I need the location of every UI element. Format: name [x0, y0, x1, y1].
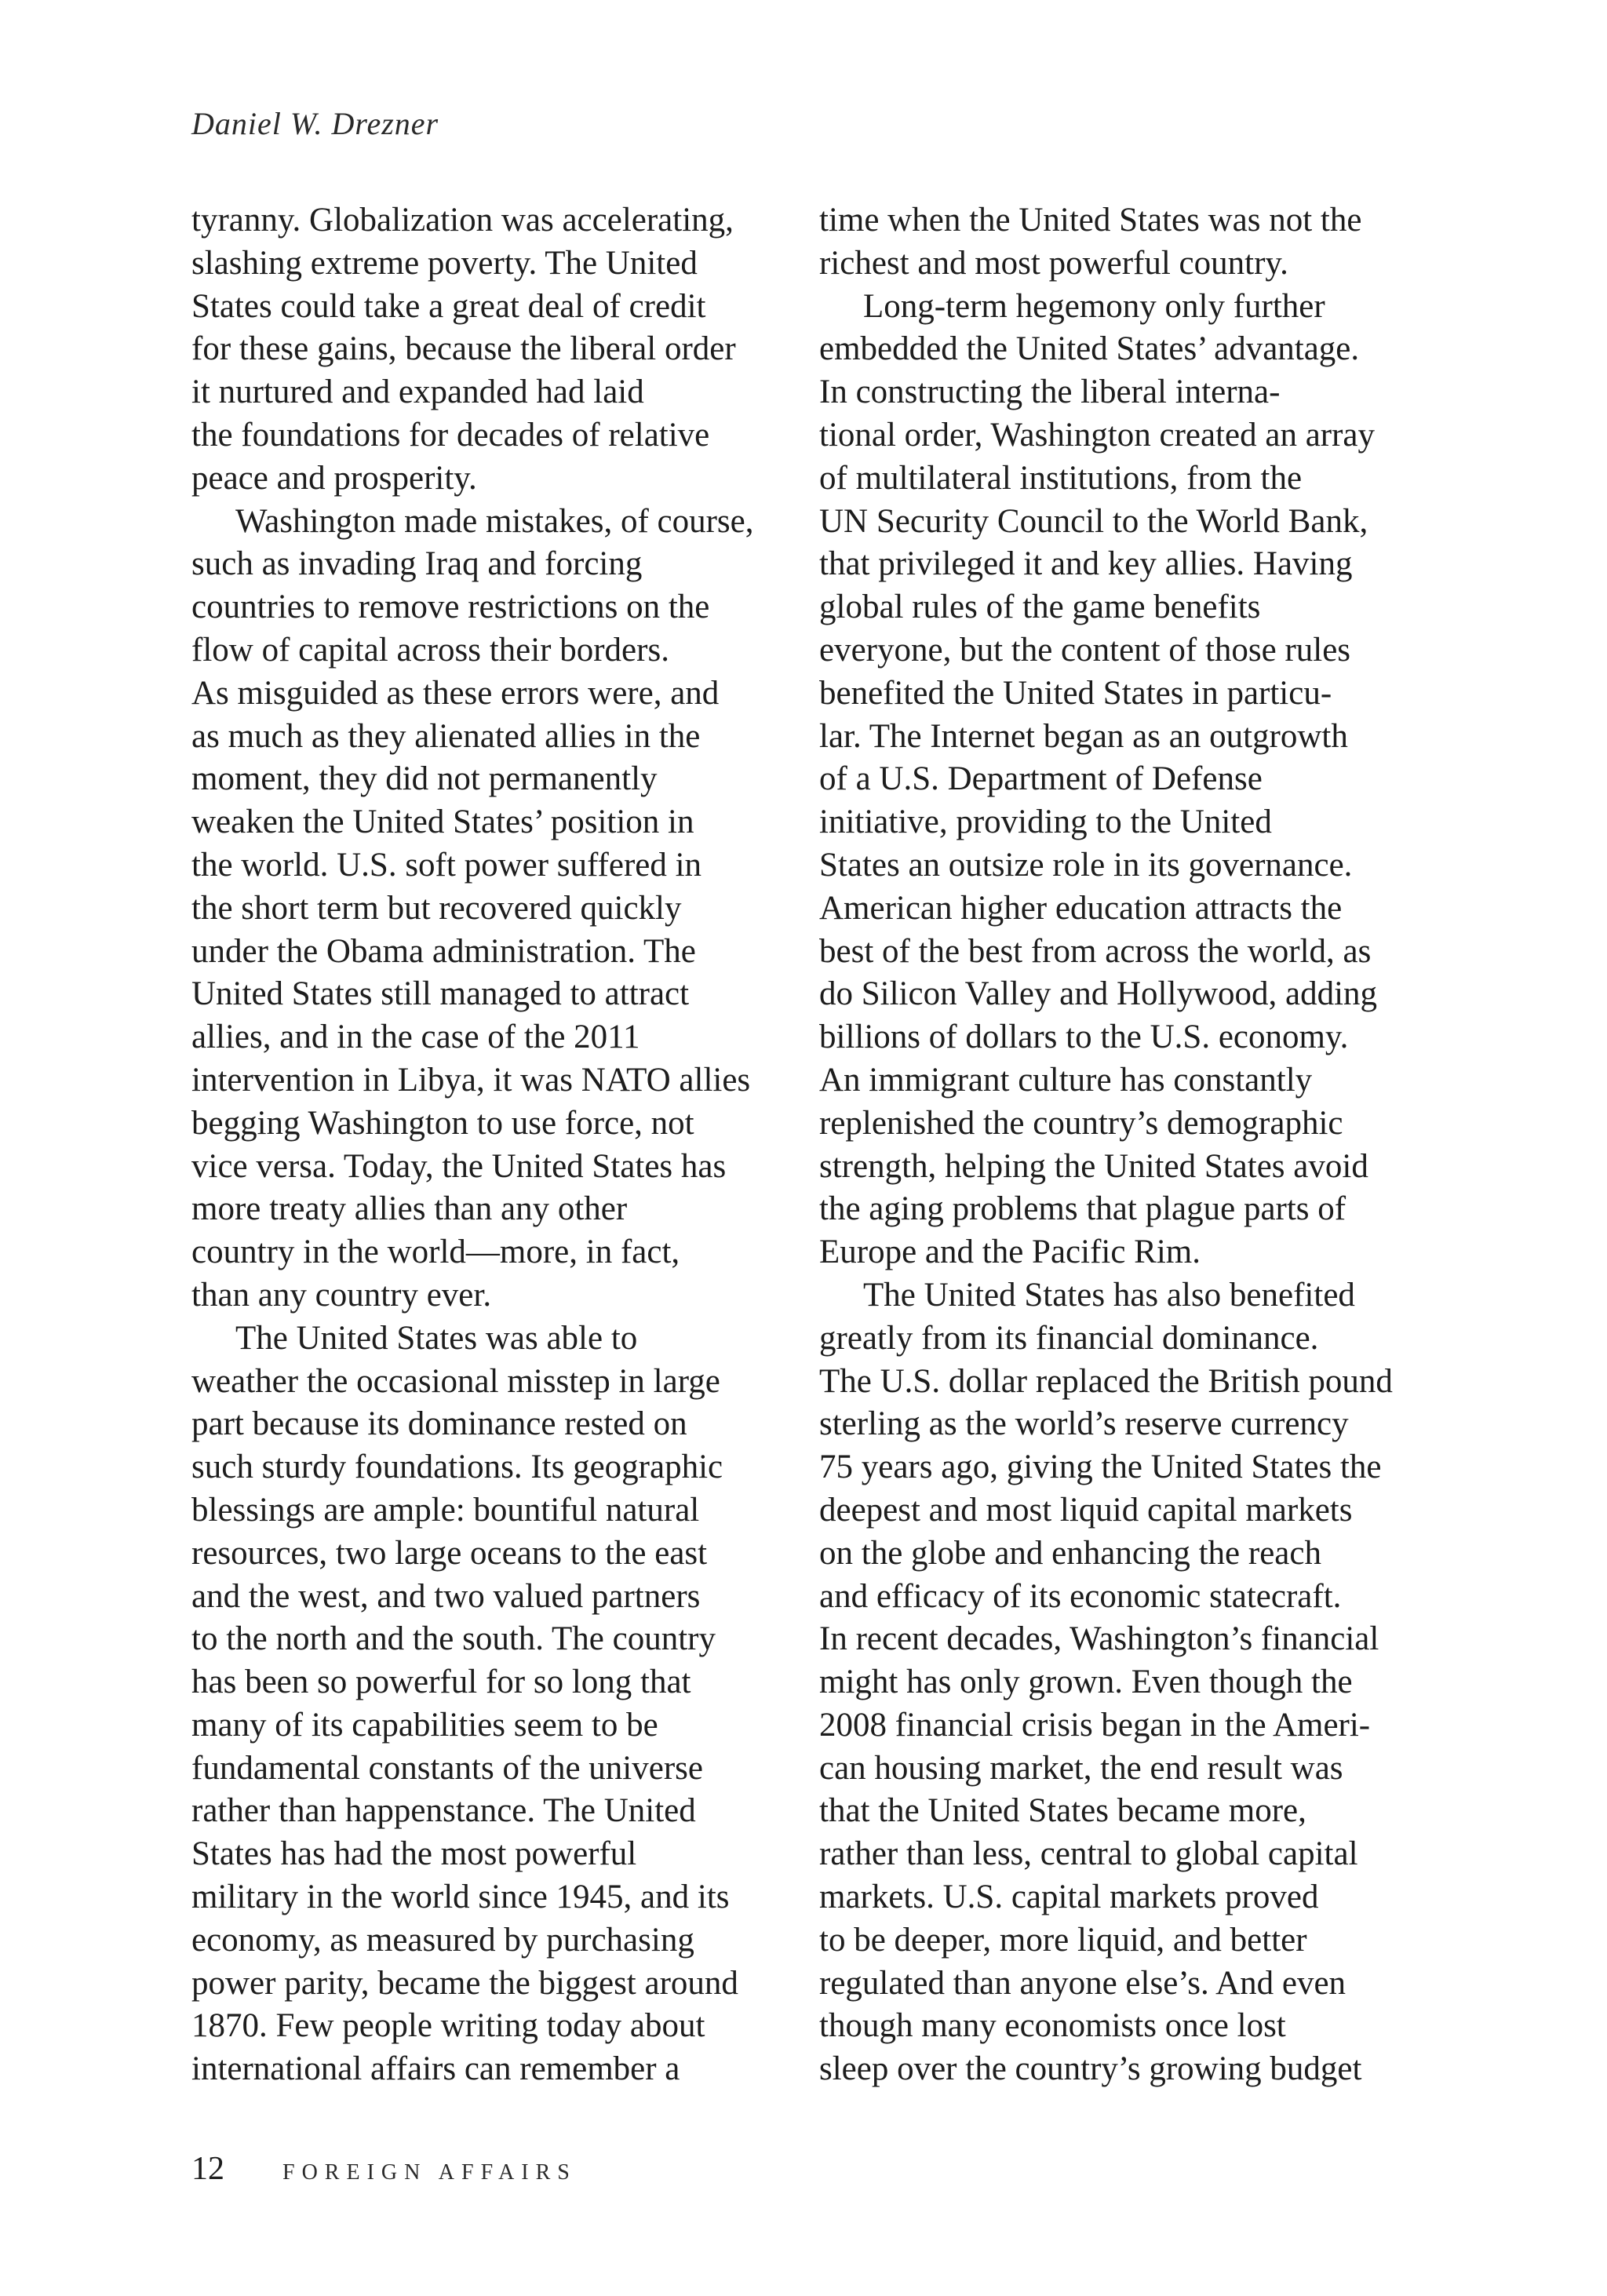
page-footer: [191, 2147, 577, 2191]
text-line: States an outsize role in its governance.: [819, 846, 1353, 884]
text-line: tyranny. Globalization was accelerating,: [191, 202, 734, 239]
text-line: sterling as the world’s reserve currency: [819, 1405, 1349, 1443]
text-line: markets. U.S. capital markets proved: [819, 1879, 1319, 1916]
text-line: initiative, providing to the United: [819, 804, 1272, 841]
text-line: rather than less, central to global capital: [819, 1835, 1358, 1873]
text-line: vice versa. Today, the United States has: [191, 1147, 727, 1185]
text-line: it nurtured and expanded had laid: [191, 374, 644, 411]
text-line: power parity, became the biggest around: [191, 1964, 738, 2002]
text-line: might has only grown. Even though the: [819, 1664, 1353, 1701]
text-line: on the globe and enhancing the reach: [819, 1534, 1321, 1572]
text-line: the foundations for decades of relative: [191, 416, 710, 454]
text-line: everyone, but the content of those rules: [819, 631, 1351, 669]
text-line: countries to remove restrictions on the: [191, 589, 710, 626]
text-line: that the United States became more,: [819, 1792, 1306, 1830]
text-line: rather than happenstance. The United: [191, 1792, 696, 1830]
paragraph-start-line: Long-term hegemony only further: [863, 287, 1325, 325]
text-line: In recent decades, Washington’s financial: [819, 1620, 1379, 1658]
text-line: slashing extreme poverty. The United: [191, 244, 698, 282]
text-line: fundamental constants of the universe: [191, 1749, 703, 1787]
text-line: weaken the United States’ position in: [191, 804, 694, 841]
text-line: begging Washington to use force, not: [191, 1104, 694, 1142]
text-line: country in the world—more, in fact,: [191, 1234, 680, 1271]
text-line: best of the best from across the world, as: [819, 932, 1372, 970]
text-line: As misguided as these errors were, and: [191, 674, 720, 712]
text-line: and the west, and two valued partners: [191, 1577, 701, 1615]
text-line: time when the United States was not the: [819, 202, 1362, 239]
text-line: peace and prosperity.: [191, 459, 477, 497]
text-line: moment, they did not permanently: [191, 760, 658, 798]
text-line: sleep over the country’s growing budget: [819, 2050, 1362, 2088]
text-line: resources, two large oceans to the east: [191, 1534, 708, 1572]
text-line: the aging problems that plague parts of: [819, 1190, 1346, 1228]
text-line: allies, and in the case of the 2011: [191, 1019, 640, 1056]
text-line: the world. U.S. soft power suffered in: [191, 846, 702, 884]
text-line: greatly from its financial dominance.: [819, 1319, 1319, 1357]
text-line: such sturdy foundations. Its geographic: [191, 1449, 723, 1486]
text-line: American higher education attracts the: [819, 889, 1343, 927]
text-line: weather the occasional misstep in large: [191, 1362, 720, 1400]
text-line: that privileged it and key allies. Having: [819, 545, 1353, 583]
text-line: can housing market, the end result was: [819, 1749, 1343, 1787]
page-number: 12: [191, 2151, 224, 2187]
text-line: has been so powerful for so long that: [191, 1664, 691, 1701]
text-line: 2008 financial crisis began in the Ameri-: [819, 1706, 1371, 1744]
magazine-name: FOREIGN AFFAIRS: [282, 2160, 577, 2185]
text-line: blessings are ample: bountiful natural: [191, 1491, 700, 1529]
text-line: An immigrant culture has constantly: [819, 1061, 1313, 1099]
text-line: though many economists once lost: [819, 2007, 1286, 2045]
running-head-author: Daniel W. Drezner: [191, 106, 439, 141]
text-column-left: [191, 199, 794, 2091]
text-line: Europe and the Pacific Rim.: [819, 1234, 1201, 1271]
text-line: deepest and most liquid capital markets: [819, 1491, 1353, 1529]
text-line: as much as they alienated allies in the: [191, 717, 701, 755]
text-line: economy, as measured by purchasing: [191, 1921, 694, 1959]
text-line: richest and most powerful country.: [819, 244, 1288, 282]
text-line: international affairs can remember a: [191, 2050, 680, 2088]
text-line: to the north and the south. The country: [191, 1620, 716, 1658]
paragraph-start-line: Washington made mistakes, of course,: [235, 502, 754, 540]
text-line: than any country ever.: [191, 1276, 492, 1314]
text-line: military in the world since 1945, and its: [191, 1879, 730, 1916]
text-line: embedded the United States’ advantage.: [819, 330, 1360, 368]
text-line: global rules of the game benefits: [819, 589, 1261, 626]
text-line: The U.S. dollar replaced the British pound: [819, 1362, 1393, 1400]
text-line: States has had the most powerful: [191, 1835, 637, 1873]
text-line: of multilateral institutions, from the: [819, 459, 1303, 497]
text-line: to be deeper, more liquid, and better: [819, 1921, 1307, 1959]
text-line: replenished the country’s demographic: [819, 1104, 1343, 1142]
text-line: under the Obama administration. The: [191, 932, 696, 970]
text-line: regulated than anyone else’s. And even: [819, 1964, 1346, 2002]
text-line: tional order, Washington created an array: [819, 416, 1376, 454]
text-line: do Silicon Valley and Hollywood, adding: [819, 975, 1378, 1013]
text-line: intervention in Libya, it was NATO allies: [191, 1061, 751, 1099]
text-column-right: [819, 199, 1422, 2091]
text-line: 75 years ago, giving the United States the: [819, 1449, 1382, 1486]
text-line: strength, helping the United States avoid: [819, 1147, 1368, 1185]
text-line: lar. The Internet began as an outgrowth: [819, 717, 1348, 755]
text-line: more treaty allies than any other: [191, 1190, 628, 1228]
text-line: United States still managed to attract: [191, 975, 690, 1013]
text-line: In constructing the liberal interna-: [819, 374, 1281, 411]
text-line: UN Security Council to the World Bank,: [819, 502, 1368, 540]
paragraph-start-line: The United States was able to: [235, 1319, 638, 1357]
paragraph-start-line: The United States has also benefited: [863, 1276, 1355, 1314]
text-line: billions of dollars to the U.S. economy.: [819, 1019, 1349, 1056]
text-line: such as invading Iraq and forcing: [191, 545, 643, 583]
text-line: the short term but recovered quickly: [191, 889, 682, 927]
text-line: 1870. Few people writing today about: [191, 2007, 705, 2045]
text-line: flow of capital across their borders.: [191, 631, 669, 669]
text-line: many of its capabilities seem to be: [191, 1706, 658, 1744]
text-line: part because its dominance rested on: [191, 1405, 687, 1443]
text-line: benefited the United States in particu-: [819, 674, 1332, 712]
text-line: for these gains, because the liberal order: [191, 330, 736, 368]
text-line: and efficacy of its economic statecraft.: [819, 1577, 1342, 1615]
text-line: of a U.S. Department of Defense: [819, 760, 1263, 798]
text-line: States could take a great deal of credit: [191, 287, 706, 325]
